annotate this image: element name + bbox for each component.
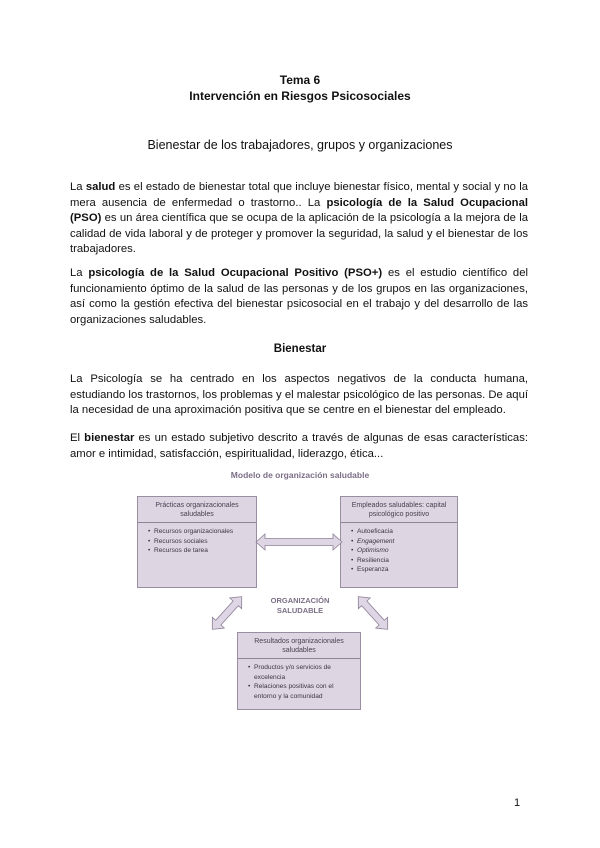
paragraph-psychology: La Psicología se ha centrado en los aspectos negativos de la conducta humana, estudiando los trastornos, los problemas y el malestar psicológico de las personas. De aquí la necesidad de una aproximación positiva que se centre en el bienestar del empleado. xyxy=(70,373,528,417)
box-employees-heading: Empleados saludables: capital psicológico positivo xyxy=(341,497,457,523)
list-item: • Relaciones positivas con el entorno y la comunidad xyxy=(248,682,356,701)
p4-bold-bienestar: bienestar xyxy=(84,432,135,444)
diagram-arrows xyxy=(125,470,475,710)
p1-text-d: es un área científica que se ocupa de la aplicación de la psicología a la mejora de la calidad de vida laboral y de proteger y promover la seguridad, la salud y el bienestar de los trabajadores. xyxy=(70,212,528,256)
paragraph-bienestar xyxy=(70,431,528,462)
list-item: • Autoeficacia xyxy=(351,527,453,537)
list-item: • Optimismo xyxy=(351,546,453,556)
healthy-organization-diagram xyxy=(125,470,475,710)
list-item: • Productos y/o servicios de excelencia xyxy=(248,663,356,682)
p1-bold-pso: psicología de la Salud Ocupacional (PSO) xyxy=(70,196,528,225)
list-item: • Recursos sociales xyxy=(148,537,252,547)
list-item: • Engagement xyxy=(351,537,453,547)
p4-text-a: El xyxy=(70,432,85,444)
box-results-heading: Resultados organizacionales saludables xyxy=(238,633,360,659)
arrow-left-icon xyxy=(206,591,247,634)
subheading-bienestar: Bienestar xyxy=(273,343,327,355)
center-label-line2: SALUDABLE xyxy=(276,606,324,615)
box-practices-heading: Prácticas organizacionales saludables xyxy=(138,497,256,523)
document-title: Intervención en Riesgos Psicosociales xyxy=(189,89,411,103)
center-label-line1: ORGANIZACIÓN xyxy=(270,596,330,605)
p2-text-c: es el estudio científico del funcionamiento óptimo de la salud de las personas y de los grupos en las organizaciones, así como la gestión efectiva del bienestar psicosocial en el trabajo y del desarrollo de las organizaciones saludables. xyxy=(70,267,528,326)
p2-text-a: La xyxy=(70,267,89,279)
section-title xyxy=(0,138,600,152)
p1-bold-salud: salud xyxy=(85,181,116,193)
topic-title: Tema 6 xyxy=(279,73,321,87)
list-item: • Resiliencia xyxy=(351,556,453,566)
diagram-title: Modelo de organización saludable xyxy=(230,470,370,480)
list-item: • Recursos de tarea xyxy=(148,546,252,556)
p1-text-c: es el estado de bienestar total que incluye bienestar físico, mental y social y no la mera ausencia de enfermedad o trastorno.. La xyxy=(70,181,528,209)
paragraph-health xyxy=(70,180,528,258)
p4-text-c: es un estado subjetivo descrito a través de algunas de esas características: amor e intimidad, satisfacción, espiritualidad, liderazgo, ética... xyxy=(70,432,528,460)
list-item: • Esperanza xyxy=(351,565,453,575)
p1-text-a: La xyxy=(70,181,86,193)
arrow-right-icon xyxy=(352,591,393,634)
page-number: 1 xyxy=(514,797,521,809)
paragraph-pso-plus xyxy=(70,266,528,328)
arrow-top-icon xyxy=(256,534,342,550)
p2-bold-pso-plus: psicología de la Salud Ocupacional Positivo (PSO+) xyxy=(88,267,383,279)
list-item: • Recursos organizacionales xyxy=(148,527,252,537)
section-title-text: Bienestar de los trabajadores, grupos y organizaciones xyxy=(147,138,453,152)
